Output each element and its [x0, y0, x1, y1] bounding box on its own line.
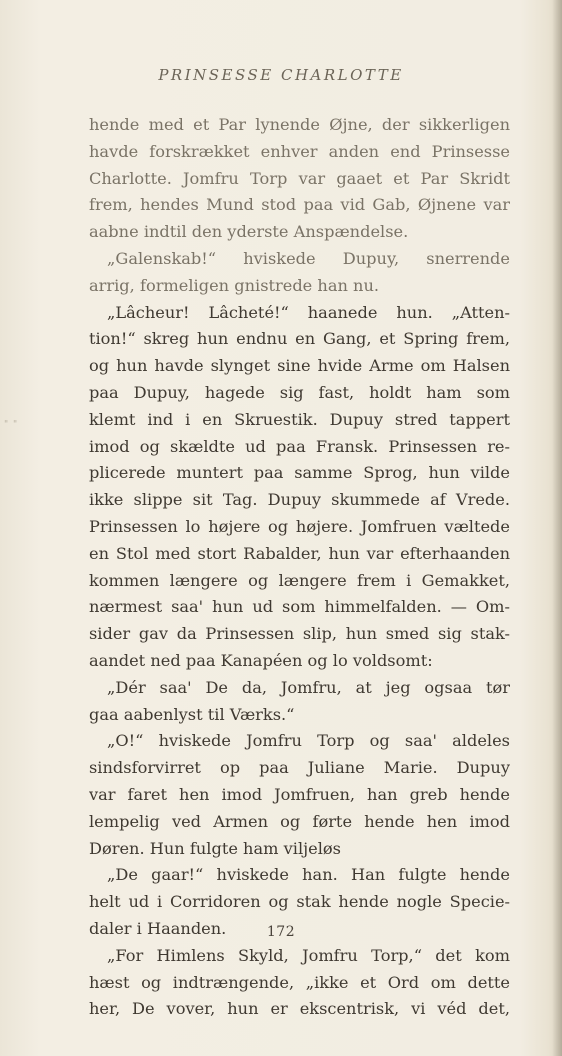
text-line: en Stol med stort Rabalder, hun var efterhaanden: [89, 543, 510, 563]
text-line: „O!“ hviskede Jomfru Torp og saa' aldeles: [107, 731, 510, 751]
text-line: „De gaar!“ hviskede han. Han fulgte hende: [107, 865, 510, 885]
running-head: PRINSESSE CHARLOTTE: [158, 66, 404, 84]
text-line: „Galenskab!“ hviskede Dupuy, snerrende: [107, 248, 510, 268]
text-line: her, De vover, hun er ekscentrisk, vi véd det,: [89, 999, 510, 1019]
text-line: imod og skældte ud paa Fransk. Prinsessen re-: [89, 436, 510, 456]
body-text: [89, 112, 510, 1023]
text-line: daler i Haanden.: [89, 918, 227, 938]
text-line: nærmest saa' hun ud som himmelfalden. — Om-: [89, 597, 510, 617]
text-line: „For Himlens Skyld, Jomfru Torp,“ det kom: [107, 945, 510, 965]
text-line: helt ud i Corridoren og stak hende nogle Specie-: [89, 892, 510, 912]
text-line: sider gav da Prinsessen slip, hun smed sig stak-: [89, 624, 510, 644]
text-line: var faret hen imod Jomfruen, han greb hende: [89, 784, 510, 804]
text-line: lempelig ved Armen og førte hende hen imod: [89, 811, 510, 831]
text-line: hende med et Par lynende Øjne, der sikkerligen: [89, 115, 510, 134]
text-line: aandet ned paa Kanapéen og lo voldsomt:: [89, 650, 433, 670]
margin-mark: " ": [4, 420, 19, 430]
text-line: havde forskrækket enhver anden end Prinsesse: [89, 141, 510, 161]
text-line: kommen længere og længere frem i Gemakket,: [89, 570, 510, 590]
text-line: paa Dupuy, hagede sig fast, holdt ham som: [89, 382, 510, 402]
text-line: hæst og indtrængende, „ikke et Ord om dette: [89, 972, 510, 992]
text-line: sindsforvirret op paa Juliane Marie. Dupuy: [89, 758, 510, 778]
text-line: Charlotte. Jomfru Torp var gaaet et Par Skridt: [89, 168, 510, 188]
page-number: 172: [266, 924, 296, 940]
text-line: „Lâcheur! Lâcheté!“ haanede hun. „Atten-: [107, 302, 510, 322]
text-line: plicerede muntert paa samme Sprog, hun vilde: [89, 463, 510, 483]
text-line: og hun havde slynget sine hvide Arme om Halsen: [89, 356, 510, 376]
text-line: Døren. Hun fulgte ham viljeløs: [89, 838, 341, 858]
text-line: ikke slippe sit Tag. Dupuy skummede af Vrede.: [89, 490, 510, 510]
text-line: frem, hendes Mund stod paa vid Gab, Øjnene var: [89, 195, 510, 215]
text-line: „Dér saa' De da, Jomfru, at jeg ogsaa tør: [107, 677, 510, 697]
page-edge-shadow: [552, 0, 562, 1056]
text-line: klemt ind i en Skruestik. Dupuy stred tappert: [89, 409, 510, 429]
text-line: tion!“ skreg hun endnu en Gang, et Spring frem,: [89, 329, 510, 349]
text-line: arrig, formeligen gnistrede han nu.: [89, 275, 380, 295]
text-line: aabne indtil den yderste Anspændelse.: [89, 222, 409, 242]
text-line: Prinsessen lo højere og højere. Jomfruen væltede: [89, 516, 510, 536]
text-line: gaa aabenlyst til Værks.“: [89, 704, 295, 724]
